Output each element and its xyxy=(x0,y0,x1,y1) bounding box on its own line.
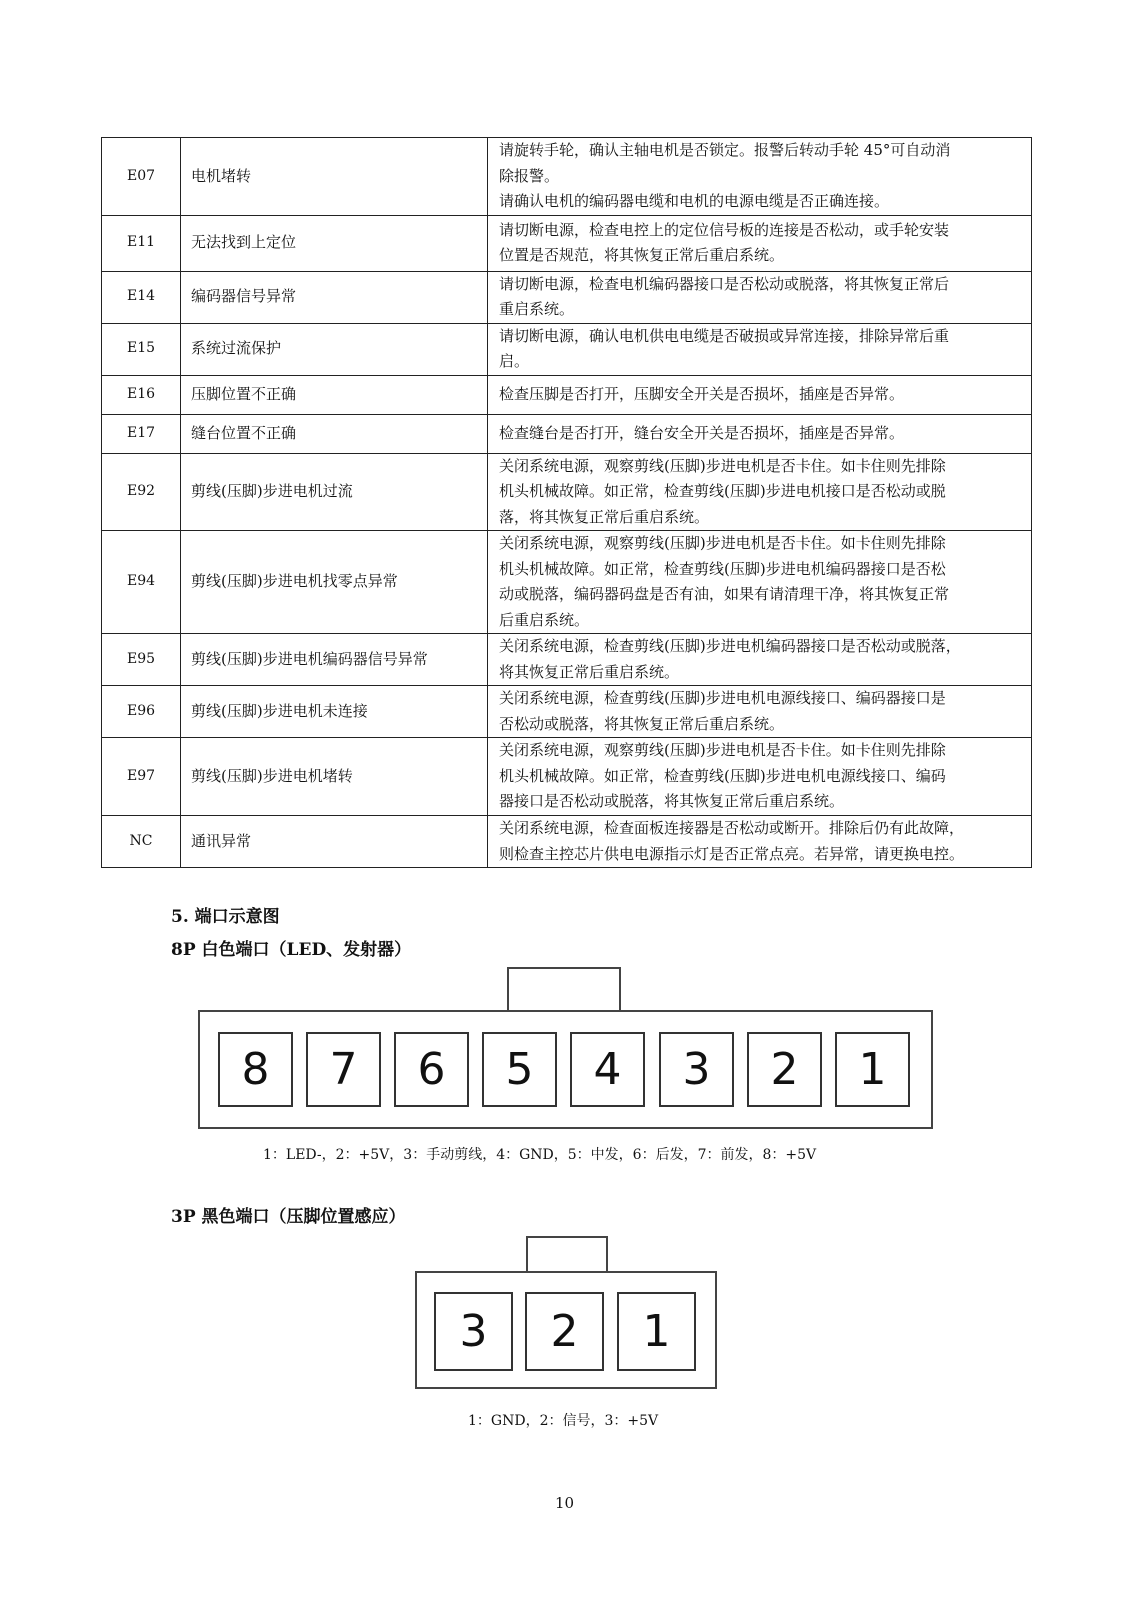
error-name-cell: 电机堵转 xyxy=(181,138,488,216)
solution-line: 否松动或脱落，将其恢复正常后重启系统。 xyxy=(499,714,785,733)
error-code-cell: E92 xyxy=(102,453,181,531)
error-code-cell: E97 xyxy=(102,738,181,816)
solution-line: 将其恢复正常后重启系统。 xyxy=(499,662,680,681)
solution-cell xyxy=(488,414,1032,453)
pin-8p-5: 5 xyxy=(482,1032,557,1107)
table-row xyxy=(102,816,1032,868)
solution-line: 请确认电机的编码器电缆和电机的电源电缆是否正确连接。 xyxy=(499,192,890,210)
table-row xyxy=(102,453,1032,531)
solution-line: 启。 xyxy=(499,352,530,370)
error-code-cell: NC xyxy=(102,816,181,868)
port-8p-pin-legend: 1：LED-，2：+5V，3：手动剪线，4：GND，5：中发，6：后发，7：前发，8：+5V xyxy=(263,1147,817,1163)
solution-line: 关闭系统电源，观察剪线(压脚)步进电机是否卡住。如卡住则先排除 xyxy=(499,741,946,760)
port-8p-title: 8P 白色端口（LED、发射器） xyxy=(171,940,412,960)
table-row xyxy=(102,686,1032,738)
solution-cell xyxy=(488,375,1032,414)
error-name-cell: 剪线(压脚)步进电机堵转 xyxy=(181,738,488,816)
solution-line: 器接口是否松动或脱落，将其恢复正常后重启系统。 xyxy=(499,792,845,811)
solution-cell xyxy=(488,271,1032,323)
table-row xyxy=(102,414,1032,453)
solution-line: 关闭系统电源，观察剪线(压脚)步进电机是否卡住。如卡住则先排除 xyxy=(499,456,946,475)
solution-cell xyxy=(488,453,1032,531)
pin-8p-3: 3 xyxy=(659,1032,734,1107)
solution-cell xyxy=(488,138,1032,216)
port-3p-title: 3P 黑色端口（压脚位置感应） xyxy=(171,1207,406,1227)
solution-line: 请切断电源，检查电机编码器接口是否松动或脱落，将其恢复正常后 xyxy=(499,274,950,293)
error-name-cell: 剪线(压脚)步进电机未连接 xyxy=(181,686,488,738)
error-name-cell: 剪线(压脚)步进电机编码器信号异常 xyxy=(181,634,488,686)
solution-line: 机头机械故障。如正常，检查剪线(压脚)步进电机编码器接口是否松 xyxy=(499,559,946,578)
solution-line: 关闭系统电源，检查剪线(压脚)步进电机编码器接口是否松动或脱落， xyxy=(499,637,961,655)
solution-cell xyxy=(488,215,1032,271)
error-code-cell: E14 xyxy=(102,271,181,323)
solution-cell xyxy=(488,816,1032,868)
pin-3p-3: 3 xyxy=(434,1292,513,1371)
solution-cell xyxy=(488,634,1032,686)
error-code-cell: E15 xyxy=(102,323,181,375)
error-code-cell: E95 xyxy=(102,634,181,686)
solution-line: 动或脱落，编码器码盘是否有油，如果有请清理干净，将其恢复正常 xyxy=(499,585,950,603)
solution-line: 机头机械故障。如正常，检查剪线(压脚)步进电机电源线接口、编码 xyxy=(499,766,946,785)
solution-cell xyxy=(488,531,1032,634)
pin-8p-8: 8 xyxy=(218,1032,293,1107)
solution-line: 位置是否规范，将其恢复正常后重启系统。 xyxy=(499,246,785,264)
error-code-cell: E17 xyxy=(102,414,181,453)
error-code-cell: E11 xyxy=(102,215,181,271)
solution-cell xyxy=(488,686,1032,738)
error-name-cell: 无法找到上定位 xyxy=(181,215,488,271)
error-name-cell: 剪线(压脚)步进电机找零点异常 xyxy=(181,531,488,634)
solution-line: 请切断电源，确认电机供电电缆是否破损或异常连接，排除异常后重 xyxy=(499,326,950,345)
solution-line: 重启系统。 xyxy=(499,300,575,318)
solution-cell xyxy=(488,738,1032,816)
pin-8p-7: 7 xyxy=(306,1032,381,1107)
solution-line: 则检查主控芯片供电电源指示灯是否正常点亮。若异常，请更换电控。 xyxy=(499,844,965,863)
solution-line: 检查压脚是否打开，压脚安全开关是否损坏，插座是否异常。 xyxy=(499,384,905,403)
solution-line: 请旋转手轮，确认主轴电机是否锁定。报警后转动手轮 45°可自动消 xyxy=(499,141,951,159)
connector-3p-latch xyxy=(526,1236,608,1273)
error-name-cell: 压脚位置不正确 xyxy=(181,375,488,414)
table-row xyxy=(102,634,1032,686)
solution-cell xyxy=(488,323,1032,375)
solution-line: 关闭系统电源，检查剪线(压脚)步进电机电源线接口、编码器接口是 xyxy=(499,689,946,707)
error-code-cell: E94 xyxy=(102,531,181,634)
pin-3p-1: 1 xyxy=(617,1292,696,1371)
error-name-cell: 缝台位置不正确 xyxy=(181,414,488,453)
pin-3p-2: 2 xyxy=(525,1292,604,1371)
table-row xyxy=(102,738,1032,816)
pin-8p-1: 1 xyxy=(835,1032,910,1107)
error-code-cell: E07 xyxy=(102,138,181,216)
error-code-table xyxy=(101,137,1032,868)
solution-line: 检查缝台是否打开，缝台安全开关是否损坏，插座是否异常。 xyxy=(499,423,905,442)
solution-line: 落，将其恢复正常后重启系统。 xyxy=(499,507,710,526)
table-row xyxy=(102,215,1032,271)
table-row xyxy=(102,375,1032,414)
solution-line: 后重启系统。 xyxy=(499,610,590,629)
port-3p-pin-legend: 1：GND，2：信号，3：+5V xyxy=(468,1413,659,1429)
pin-8p-6: 6 xyxy=(394,1032,469,1107)
pin-8p-4: 4 xyxy=(570,1032,645,1107)
error-name-cell: 系统过流保护 xyxy=(181,323,488,375)
error-code-cell: E16 xyxy=(102,375,181,414)
error-name-cell: 通讯异常 xyxy=(181,816,488,868)
solution-line: 关闭系统电源，检查面板连接器是否松动或断开。排除后仍有此故障， xyxy=(499,819,965,837)
page-number: 10 xyxy=(555,1494,575,1512)
pin-8p-2: 2 xyxy=(747,1032,822,1107)
error-table-body xyxy=(102,138,1032,868)
table-row xyxy=(102,531,1032,634)
solution-line: 关闭系统电源，观察剪线(压脚)步进电机是否卡住。如卡住则先排除 xyxy=(499,534,946,552)
table-row xyxy=(102,138,1032,216)
table-row xyxy=(102,271,1032,323)
solution-line: 除报警。 xyxy=(499,166,560,185)
error-name-cell: 编码器信号异常 xyxy=(181,271,488,323)
section-heading: 5. 端口示意图 xyxy=(171,907,280,927)
solution-line: 请切断电源，检查电控上的定位信号板的连接是否松动，或手轮安装 xyxy=(499,220,950,239)
connector-8p-latch xyxy=(507,967,621,1012)
solution-line: 机头机械故障。如正常，检查剪线(压脚)步进电机接口是否松动或脱 xyxy=(499,482,946,500)
error-name-cell: 剪线(压脚)步进电机过流 xyxy=(181,453,488,531)
error-code-cell: E96 xyxy=(102,686,181,738)
table-row xyxy=(102,323,1032,375)
